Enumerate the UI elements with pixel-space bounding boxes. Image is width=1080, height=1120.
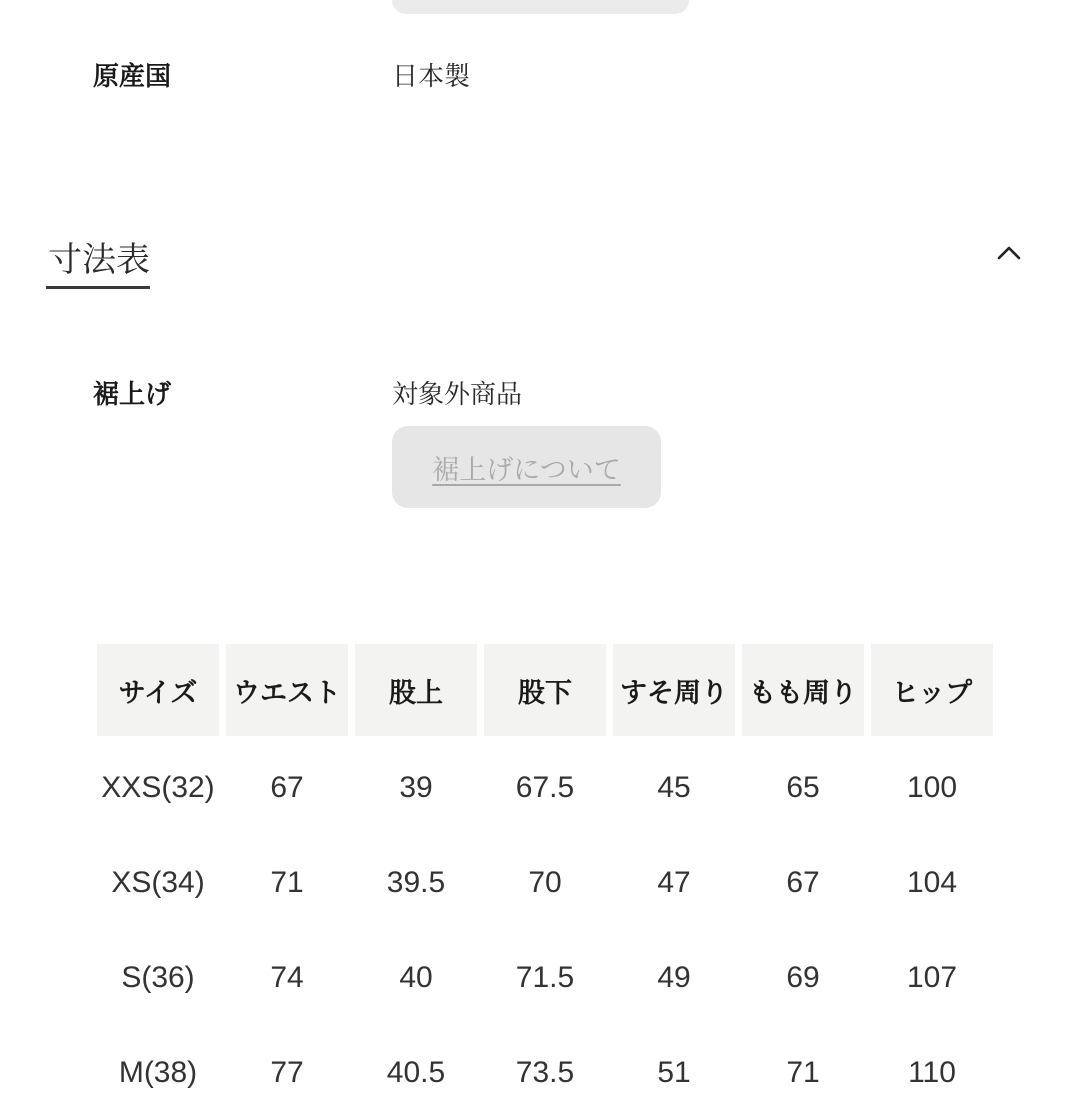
cell-hem-width: 51	[657, 1055, 691, 1089]
size-table	[90, 644, 1000, 1120]
size-table-header-row	[97, 644, 993, 736]
cell-inseam: 73.5	[515, 1055, 575, 1089]
section-title-underline	[46, 286, 150, 289]
header-waist: ウエスト	[226, 644, 348, 736]
hem-info-button[interactable]	[392, 426, 661, 508]
header-hem-width: すそ周り	[613, 644, 735, 736]
cell-inseam: 71.5	[515, 960, 575, 994]
cell-waist: 71	[270, 865, 304, 899]
top-button-partial[interactable]	[392, 0, 689, 14]
cell-rise: 40.5	[386, 1055, 446, 1089]
hem-info-button-label: 裾上げについて	[432, 454, 621, 486]
cell-rise: 39	[399, 770, 433, 804]
cell-hem-width: 47	[657, 865, 691, 899]
hem-label: 裾上げ	[93, 380, 172, 410]
table-row	[97, 1025, 993, 1120]
cell-inseam: 67.5	[515, 770, 575, 804]
cell-inseam: 70	[528, 865, 562, 899]
size-section-header[interactable]	[46, 232, 1036, 292]
cell-hem-width: 45	[657, 770, 691, 804]
header-size: サイズ	[97, 644, 219, 736]
table-row	[97, 835, 993, 930]
cell-hem-width: 49	[657, 960, 691, 994]
origin-label: 原産国	[93, 62, 172, 92]
cell-size: XXS(32)	[101, 770, 215, 804]
cell-hip: 107	[906, 960, 958, 994]
cell-size: S(36)	[121, 960, 195, 994]
table-row	[97, 930, 993, 1025]
hem-value: 対象外商品	[392, 380, 523, 410]
cell-waist: 74	[270, 960, 304, 994]
header-inseam: 股下	[484, 644, 606, 736]
header-rise: 股上	[355, 644, 477, 736]
cell-rise: 40	[399, 960, 433, 994]
cell-hip: 110	[908, 1055, 956, 1089]
cell-thigh: 65	[786, 770, 820, 804]
cell-thigh: 71	[786, 1055, 820, 1089]
header-thigh: もも周り	[742, 644, 864, 736]
origin-value: 日本製	[392, 62, 471, 92]
cell-hip: 104	[906, 865, 958, 899]
chevron-up-icon[interactable]	[996, 240, 1022, 266]
table-row	[97, 736, 993, 835]
size-section-title: 寸法表	[48, 240, 150, 280]
cell-hip: 100	[906, 770, 958, 804]
cell-thigh: 67	[786, 865, 820, 899]
cell-size: M(38)	[118, 1055, 198, 1089]
cell-waist: 67	[270, 770, 304, 804]
header-hip: ヒップ	[871, 644, 993, 736]
cell-rise: 39.5	[386, 865, 446, 899]
cell-size: XS(34)	[111, 865, 205, 899]
cell-thigh: 69	[786, 960, 820, 994]
cell-waist: 77	[270, 1055, 304, 1089]
